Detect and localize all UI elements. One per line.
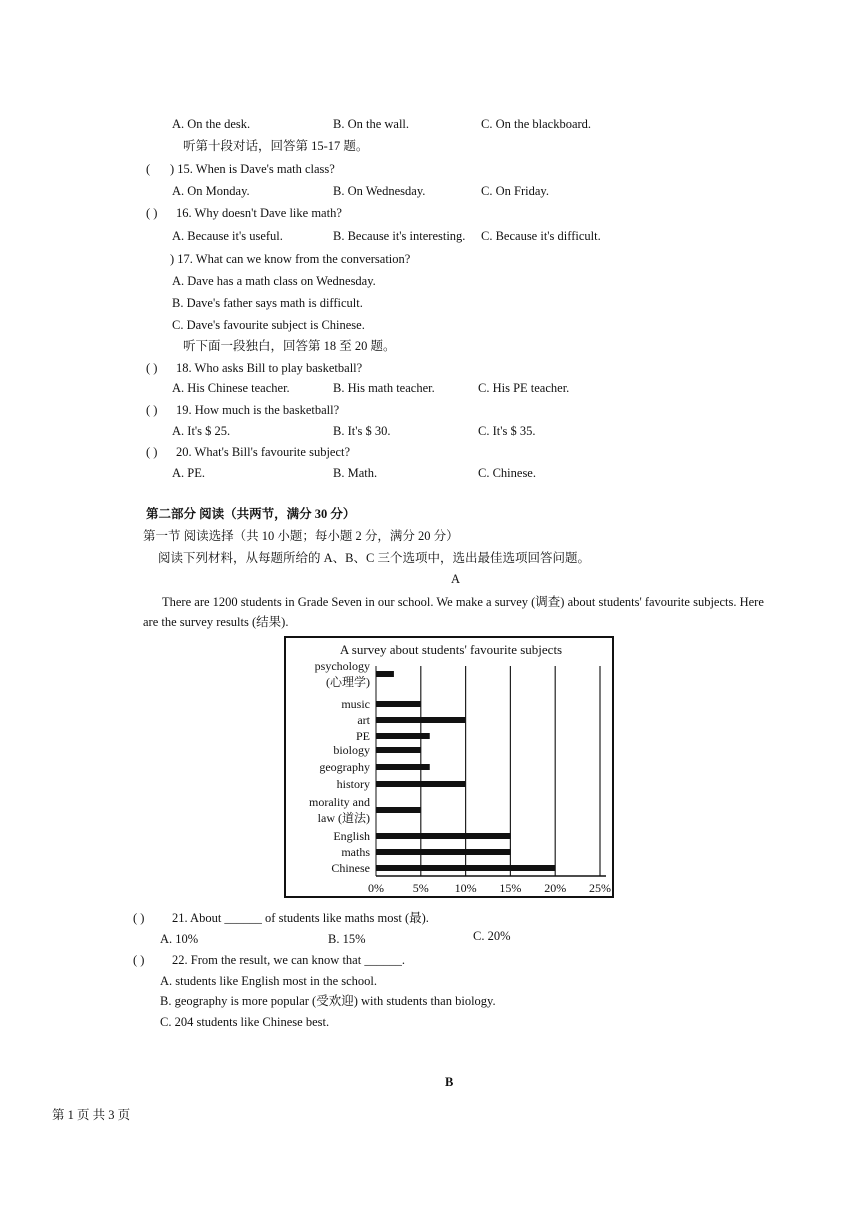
q15-option-b: B. On Wednesday. <box>333 184 426 198</box>
bar-6 <box>376 781 466 787</box>
passage-intro-line-2: are the survey results (结果). <box>143 615 289 629</box>
reading-instruction: 阅读下列材料，从每题所给的 A、B、C 三个选项中，选出最佳选项回答问题。 <box>158 551 590 565</box>
category-label-6: history <box>336 777 370 791</box>
category-label-3: PE <box>355 729 370 743</box>
part-two-title: 第二部分 阅读（共两节，满分 30 分） <box>146 507 356 521</box>
q20-option-b: B. Math. <box>333 466 378 480</box>
passage-intro-line-1: There are 1200 students in Grade Seven in our school. We make a survey (调查) about students' favourite subjects. Here <box>162 595 764 609</box>
q22-option-a: A. students like English most in the school. <box>160 974 378 988</box>
q20-paren: ( ) <box>146 445 158 459</box>
x-tick-label-3: 15% <box>499 881 522 895</box>
q19-option-c: C. It's $ 35. <box>478 424 536 438</box>
q15-stem: ) 15. When is Dave's math class? <box>170 162 335 176</box>
q18-option-a: A. His Chinese teacher. <box>172 381 290 395</box>
q22-paren: ( ) <box>133 953 145 967</box>
q14-option-c: C. On the blackboard. <box>481 117 592 131</box>
q21-option-b: B. 15% <box>328 932 366 946</box>
q16-paren: ( ) <box>146 206 158 220</box>
q20-option-c: C. Chinese. <box>478 466 536 480</box>
category-label-0: psychology (心理学) <box>314 659 370 689</box>
q19-option-b: B. It's $ 30. <box>333 424 391 438</box>
q15-paren: ( <box>146 162 151 176</box>
passage-b-label: B <box>445 1075 454 1089</box>
instruction-monologue: 听下面一段独白，回答第 18 至 20 题。 <box>183 339 396 353</box>
category-label-2: art <box>357 713 370 727</box>
bar-2 <box>376 717 466 723</box>
q19-paren: ( ) <box>146 403 158 417</box>
bar-3 <box>376 733 430 739</box>
category-label-7: morality and law (道法) <box>309 795 370 825</box>
x-tick-label-2: 10% <box>454 881 477 895</box>
x-tick-label-5: 25% <box>589 881 611 895</box>
q21-stem: 21. About ______ of students like maths most (最). <box>172 911 429 925</box>
category-label-4: biology <box>333 743 370 757</box>
q14-option-b: B. On the wall. <box>333 117 410 131</box>
bar-4 <box>376 747 421 753</box>
q20-option-a: A. PE. <box>172 466 205 480</box>
bar-7 <box>376 807 421 813</box>
q17-option-c: C. Dave's favourite subject is Chinese. <box>172 318 365 332</box>
q21-option-c: C. 20% <box>473 929 511 943</box>
q18-option-b: B. His math teacher. <box>333 381 435 395</box>
x-tick-label-0: 0% <box>368 881 384 895</box>
q22-option-c: C. 204 students like Chinese best. <box>160 1015 330 1029</box>
x-tick-label-4: 20% <box>544 881 567 895</box>
q18-stem: 18. Who asks Bill to play basketball? <box>176 361 363 375</box>
chart-plot <box>286 638 612 896</box>
q19-stem: 19. How much is the basketball? <box>176 403 340 417</box>
q20-stem: 20. What's Bill's favourite subject? <box>176 445 351 459</box>
page-footer: 第 1 页 共 3 页 <box>52 1108 131 1122</box>
category-label-5: geography <box>319 760 370 774</box>
bar-10 <box>376 865 555 871</box>
q21-option-a: A. 10% <box>160 932 199 946</box>
bar-1 <box>376 701 421 707</box>
instruction-dialogue-10: 听第十段对话，回答第 15-17 题。 <box>183 139 369 153</box>
q16-option-b: B. Because it's interesting. <box>333 229 466 243</box>
category-label-10: Chinese <box>331 861 370 875</box>
category-label-9: maths <box>341 845 370 859</box>
bar-5 <box>376 764 430 770</box>
bar-9 <box>376 849 510 855</box>
category-label-8: English <box>333 829 370 843</box>
x-tick-label-1: 5% <box>412 881 429 895</box>
bar-0 <box>376 671 394 677</box>
q19-option-a: A. It's $ 25. <box>172 424 231 438</box>
q22-stem: 22. From the result, we can know that ______. <box>172 953 405 967</box>
passage-a-label: A <box>451 572 461 586</box>
q21-paren: ( ) <box>133 911 145 925</box>
q17-option-b: B. Dave's father says math is difficult. <box>172 296 363 310</box>
q17-option-a: A. Dave has a math class on Wednesday. <box>172 274 376 288</box>
q17-stem: ) 17. What can we know from the conversation? <box>170 252 411 266</box>
section-one-title: 第一节 阅读选择（共 10 小题；每小题 2 分，满分 20 分） <box>143 529 459 543</box>
q18-paren: ( ) <box>146 361 158 375</box>
chart-title: A survey about students' favourite subjects <box>339 642 563 657</box>
q16-option-a: A. Because it's useful. <box>172 229 283 243</box>
survey-bar-chart <box>284 636 614 898</box>
q16-stem: 16. Why doesn't Dave like math? <box>176 206 342 220</box>
q16-option-c: C. Because it's difficult. <box>481 229 601 243</box>
q15-option-c: C. On Friday. <box>481 184 549 198</box>
q18-option-c: C. His PE teacher. <box>478 381 570 395</box>
q15-option-a: A. On Monday. <box>172 184 250 198</box>
category-label-1: music <box>341 697 370 711</box>
q22-option-b: B. geography is more popular (受欢迎) with students than biology. <box>160 994 496 1008</box>
bar-8 <box>376 833 510 839</box>
q14-option-a: A. On the desk. <box>172 117 251 131</box>
